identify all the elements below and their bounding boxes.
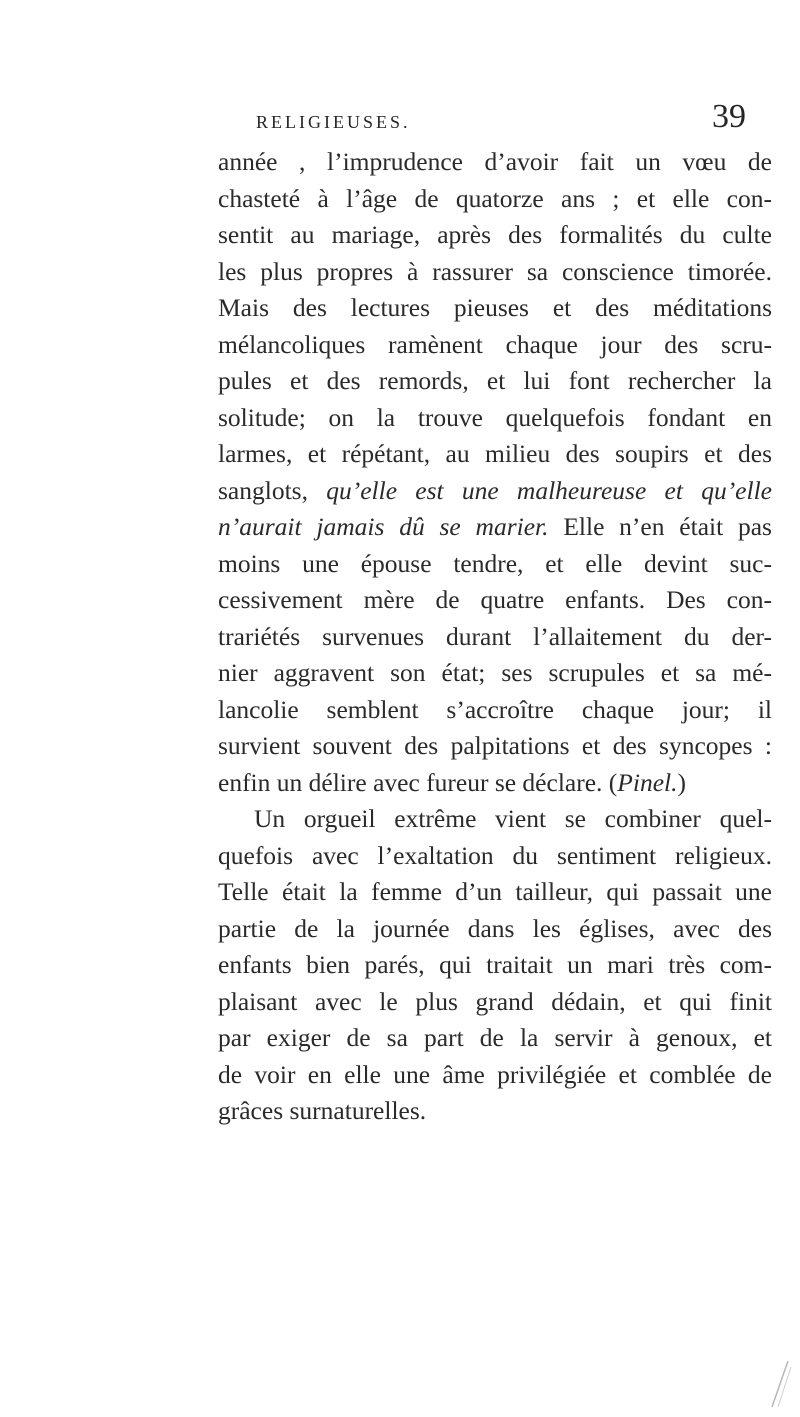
text-line: de voir en elle une âme privilégiée et comblée de bbox=[218, 1059, 772, 1089]
text-line: trariétés survenues durant l’allaitement du der- bbox=[218, 621, 772, 651]
paragraph-1 bbox=[218, 144, 772, 801]
text-line: plaisant avec le plus grand dédain, et qui finit bbox=[218, 986, 772, 1016]
text-line: nier aggravent son état; ses scrupules et sa mé- bbox=[218, 658, 772, 687]
text-line bbox=[218, 765, 772, 802]
text-run: Elle n’en était pas bbox=[548, 512, 772, 541]
text-line: Mais des lectures pieuses et des méditations bbox=[218, 293, 772, 322]
text-line: enfants bien parés, qui traitait un mari très com- bbox=[218, 950, 772, 979]
page-edge-mark bbox=[768, 1359, 792, 1409]
text-line: pules et des remords, et lui font rechercher la bbox=[218, 366, 772, 395]
body-text bbox=[218, 144, 772, 1130]
text-line: partie de la journée dans les églises, avec des bbox=[218, 913, 772, 943]
text-line: chasteté à l’âge de quatorze ans ; et elle con- bbox=[218, 183, 772, 213]
text-line: les plus propres à rassurer sa conscience timorée. bbox=[218, 256, 772, 286]
running-header: RELIGIEUSES. bbox=[256, 112, 411, 132]
paragraph-2 bbox=[218, 801, 772, 1130]
text-run: ) bbox=[677, 767, 686, 797]
text-line: survient souvent des palpitations et des syncopes : bbox=[218, 731, 772, 760]
text-line: solitude; on la trouve quelquefois fondant en bbox=[218, 402, 772, 432]
text-line: larmes, et répétant, au milieu des soupirs et des bbox=[218, 439, 772, 468]
italic-quote: qu’elle est une malheureuse et qu’elle bbox=[326, 475, 772, 505]
text-line: moins une épouse tendre, et elle devint suc- bbox=[218, 548, 772, 578]
text-line bbox=[218, 509, 772, 546]
text-line: Telle était la femme d’un tailleur, qui passait une bbox=[218, 877, 772, 906]
page-number: 39 bbox=[712, 98, 746, 135]
text-line bbox=[218, 473, 772, 510]
text-line: sentit au mariage, après des formalités du culte bbox=[218, 220, 772, 249]
italic-quote: n’aurait jamais dû se marier. bbox=[218, 512, 549, 541]
text-line: mélancoliques ramènent chaque jour des scru- bbox=[218, 329, 772, 359]
italic-citation: Pinel. bbox=[617, 767, 678, 797]
text-line: lancolie semblent s’accroître chaque jour; il bbox=[218, 694, 772, 724]
text-run: sanglots, bbox=[218, 475, 327, 505]
text-line: grâces surnaturelles. bbox=[218, 1096, 427, 1125]
text-line: année , l’imprudence d’avoir fait un vœu de bbox=[218, 147, 772, 176]
text-line: par exiger de sa part de la servir à genoux, et bbox=[218, 1023, 772, 1052]
text-line: quefois avec l’exaltation du sentiment religieux. bbox=[218, 840, 772, 870]
text-run: enfin un délire avec fureur se déclare. ( bbox=[218, 767, 618, 797]
text-line: Un orgueil extrême vient se combiner quel- bbox=[254, 804, 772, 833]
text-line: cessivement mère de quatre enfants. Des con- bbox=[218, 585, 772, 614]
